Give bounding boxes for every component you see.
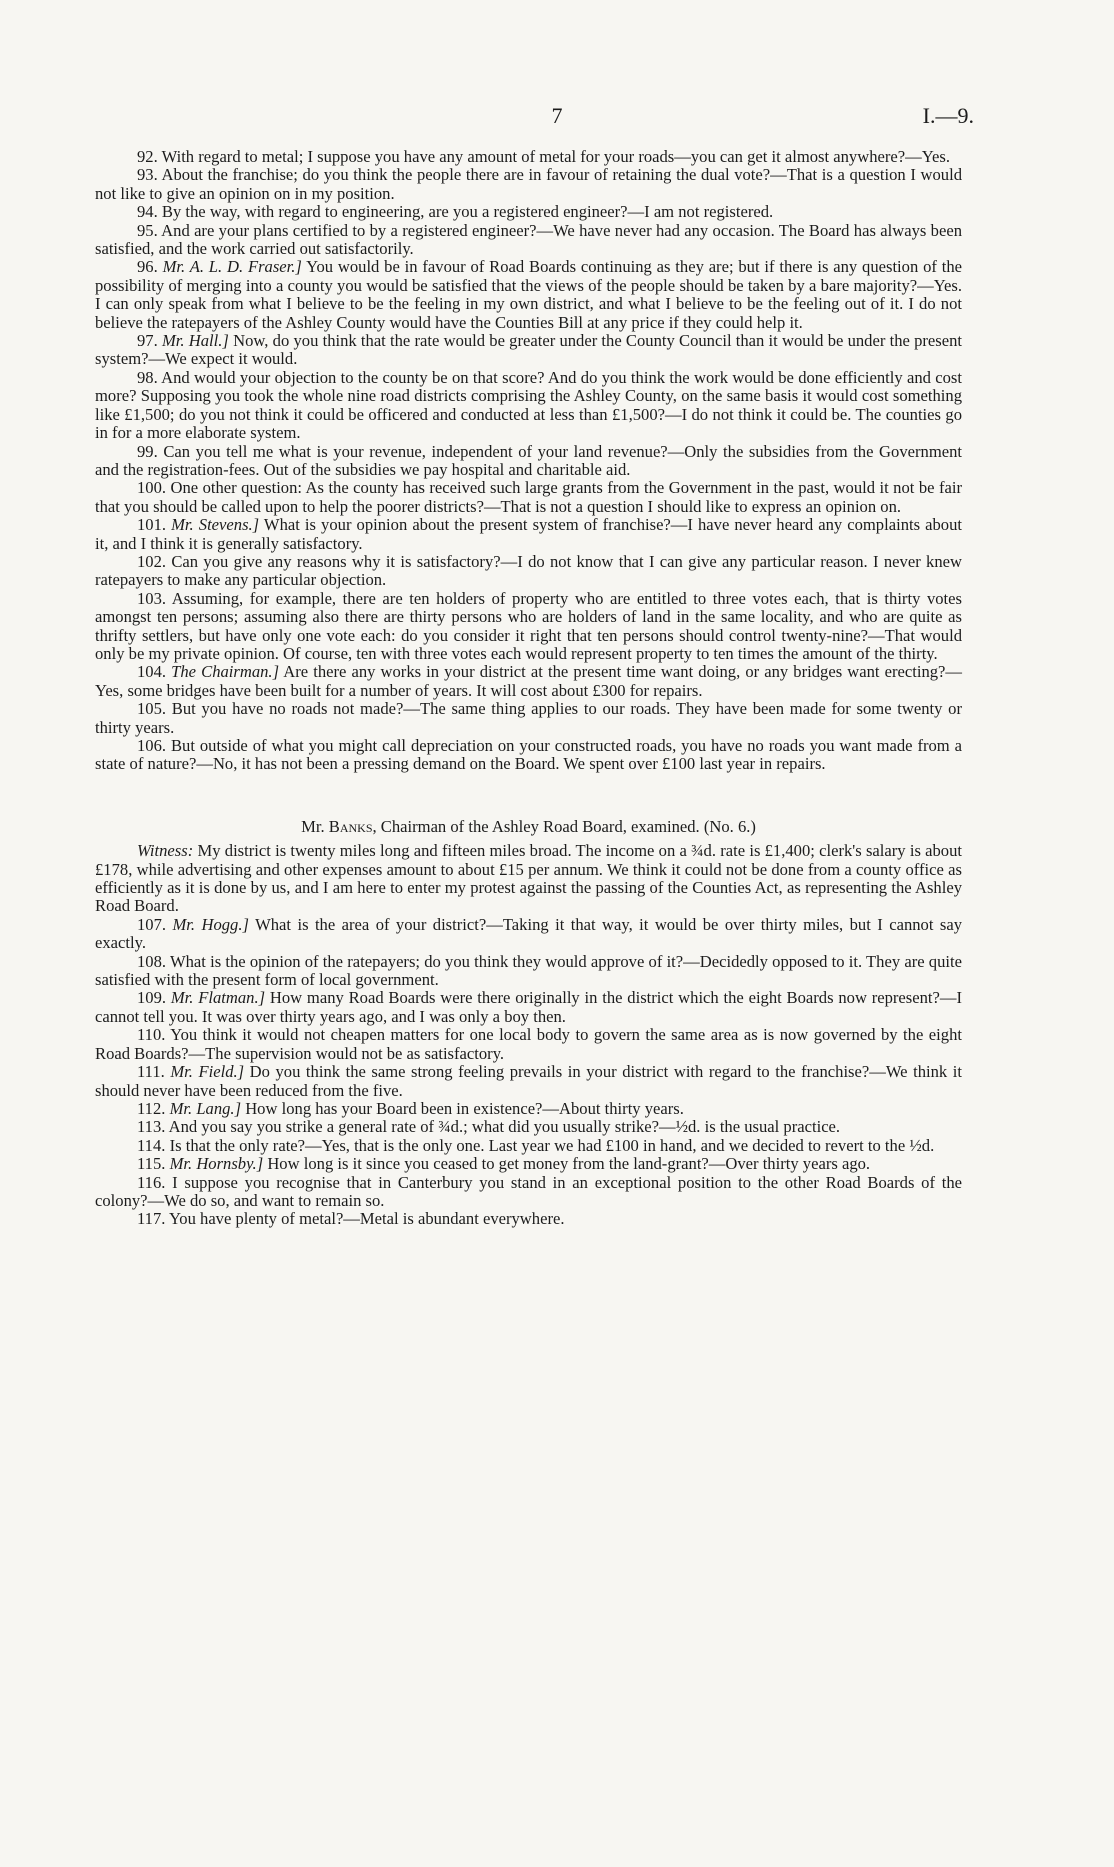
speaker-label: Mr. Flatman.] [170,988,266,1008]
paragraph-text: 105. But you have no roads not made?—The same thing applies to our roads. They have been made for some twenty or thirty years. [95,699,962,737]
question-number: 107. [137,914,173,934]
question-number: 109. [137,988,171,1008]
paragraph-text: 113. And you say you strike a general rate of ¾d.; what did you usually strike?—½d. is the usual practice. [137,1117,841,1137]
heading-mr: Mr. [301,816,325,836]
paragraph-text: 102. Can you give any reasons why it is satisfactory?—I do not know that I can give any particular reason. I never knew ratepayers to make any particular objection. [95,551,962,590]
speaker-label: Mr. Stevens.] [171,515,260,535]
testimony-paragraph [95,479,962,516]
paragraph-text: What is the area of your district?—Taking it that way, it would be over thirty miles, but I cannot say exactly. [95,914,962,953]
speaker-label: The Chairman.] [171,662,280,682]
paragraph-text: 108. What is the opinion of the ratepayers; do you think they would approve of it?—Decidedly opposed to it. They are quite satisfied with the present form of local government. [95,951,962,990]
testimony-paragraph [95,1063,962,1100]
paragraph-text: 116. I suppose you recognise that in Canterbury you stand in an exceptional position to the other Road Boards of the colony?—We do so, and want to remain so. [95,1172,962,1210]
paragraph-text: How long is it since you ceased to get money from the land-grant?—Over thirty years ago. [267,1154,871,1174]
paragraph-text: 95. And are your plans certified to by a registered engineer?—We have never had any occasion. The Board has always been satisfied, and the work carried out satisfactorily. [95,220,962,259]
testimony-part-2 [95,842,962,1229]
paragraph-text: Are there any works in your district at the present time want doing, or any bridges want erecting?—Yes, some bridges have been built for a number of years. It will cost about £300 for repairs. [95,662,963,700]
testimony-paragraph [95,842,962,916]
speaker-label: Witness: [137,841,194,861]
paragraph-text: How long has your Board been in existence?—About thirty years. [245,1098,684,1118]
speaker-label: Mr. Hogg.] [172,914,249,934]
paragraph-text: 110. You think it would not cheapen matters for one local body to govern the same area as is now governed by the eight Road Boards?—The supervision would not be as satisfactory. [95,1025,962,1063]
paragraph-text: 114. Is that the only rate?—Yes, that is the only one. Last year we had £100 in hand, and we decided to revert to the ½d. [137,1135,935,1155]
paragraph-text: My district is twenty miles long and fifteen miles broad. The income on a ¾d. rate is £1,400; clerk's salary is about £178, while advertising and other expenses amount to about £15 per annum. We think it could not be done from a county office as efficiently as it is done by us, and I am here to enter my protest against the passing of the Counties Act, as representing the Ashley Road Board. [95,841,963,916]
testimony-paragraph [95,916,962,953]
speaker-label: Mr. Hornsby.] [169,1154,264,1174]
testimony-paragraph [95,222,962,259]
paragraph-text: Do you think the same strong feeling prevails in your district with regard to the franchise?—We think it should never have been reduced from the five. [95,1062,962,1100]
speaker-label: Mr. A. L. D. Fraser.] [162,257,302,277]
testimony-paragraph [95,1155,962,1173]
question-number: 115. [137,1154,170,1174]
question-number: 96. [137,257,163,277]
witness-heading [95,818,962,836]
question-number: 112. [137,1098,170,1118]
paragraph-text: You would be in favour of Road Boards continuing as they are; but if there is any question of the possibility of merging into a county you would be satisfied that the views of the people should be taken by a bare majority?—Yes. I can only speak from what I believe to be the feeling in my own district, and what I believe to be the feeling out of it. I do not believe the ratepayers of the Ashley County would have the Counties Bill at any price if they could help it. [95,257,962,332]
testimony-paragraph [95,203,962,221]
question-number: 101. [137,515,172,535]
testimony-paragraph [95,553,962,590]
paragraph-text: 94. By the way, with regard to engineering, are you a registered engineer?—I am not registered. [137,202,774,222]
testimony-paragraph [95,700,962,737]
testimony-paragraph [95,1118,962,1136]
paragraph-text: 98. And would your objection to the county be on that score? And do you think the work would be done efficiently and cost more? Supposing you took the whole nine road districts comprising the Ashley County, on the same basis it would cost something like £1,500; do you not think it could be officered and conducted at less than £1,500?—I do not think it could be. The counties go in for a more elaborate system. [95,367,962,443]
heading-rest: , Chairman of the Ashley Road Board, examined. (No. 6.) [372,816,756,836]
paragraph-text: 106. But outside of what you might call depreciation on your constructed roads, you have no roads you want made from a state of nature?—No, it has not been a pressing demand on the Board. We spent over £100 last year in repairs. [95,736,962,774]
paragraph-text: 93. About the franchise; do you think the people there are in favour of retaining the dual vote?—That is a question I would not like to give an opinion on in my position. [95,165,962,203]
testimony-paragraph [95,1026,962,1063]
speaker-label: Mr. Hall.] [161,331,229,351]
testimony-paragraph [95,989,962,1026]
testimony-paragraph [95,443,962,480]
paragraph-text: 117. You have plenty of metal?—Metal is abundant everywhere. [137,1209,565,1229]
testimony-paragraph [95,663,962,700]
paragraph-text: 100. One other question: As the county has received such large grants from the Government in the past, would it not be fair that you should be called upon to help the poorer districts?—That is not a question I should like to express an opinion on. [95,478,962,516]
paragraph-text: Now, do you think that the rate would be greater under the County Council than it would be under the present system?—We expect it would. [95,331,962,369]
paragraph-text: What is your opinion about the present system of franchise?—I have never heard any complaints about it, and I think it is generally satisfactory. [95,515,962,553]
paragraph-text: 92. With regard to metal; I suppose you have any amount of metal for your roads—you can get it almost anywhere?—Yes. [137,147,951,166]
testimony-paragraph [95,1100,962,1118]
testimony-part-1 [95,148,962,774]
testimony-paragraph [95,1210,962,1228]
testimony-paragraph [95,148,962,166]
speaker-label: Mr. Field.] [170,1062,245,1082]
body-text [95,148,962,1229]
testimony-paragraph [95,1137,962,1155]
paragraph-text: 99. Can you tell me what is your revenue, independent of your land revenue?—Only the subsidies from the Government and the registration-fees. Out of the subsidies we pay hospital and charitable aid. [95,441,962,479]
testimony-paragraph [95,590,962,664]
testimony-paragraph [95,737,962,774]
testimony-paragraph [95,953,962,990]
testimony-paragraph [95,1174,962,1211]
page-number: 7 [551,103,563,128]
testimony-paragraph [95,369,962,443]
document-reference: I.—9. [922,103,974,128]
question-number: 97. [137,331,162,351]
speaker-label: Mr. Lang.] [169,1098,242,1118]
question-number: 111. [137,1062,171,1082]
paragraph-text: How many Road Boards were there originally in the district which the eight Boards now represent?—I cannot tell you. It was over thirty years ago, and I was only a boy then. [95,988,963,1026]
testimony-paragraph [95,516,962,553]
testimony-paragraph [95,258,962,332]
paragraph-text: 103. Assuming, for example, there are ten holders of property who are entitled to three votes each, that is thirty votes amongst ten persons; assuming also there are thirty persons who are holders of land in the same locality, and who are quite as thrifty settlers, but have only one vote each: do you consider it right that ten persons should control twenty-nine?—That would only be my private opinion. Of course, ten with three votes each would represent property to ten times the amount of the thirty. [95,588,962,663]
witness-name: Banks [328,816,373,836]
testimony-paragraph [95,166,962,203]
question-number: 104. [137,662,172,682]
testimony-paragraph [95,332,962,369]
